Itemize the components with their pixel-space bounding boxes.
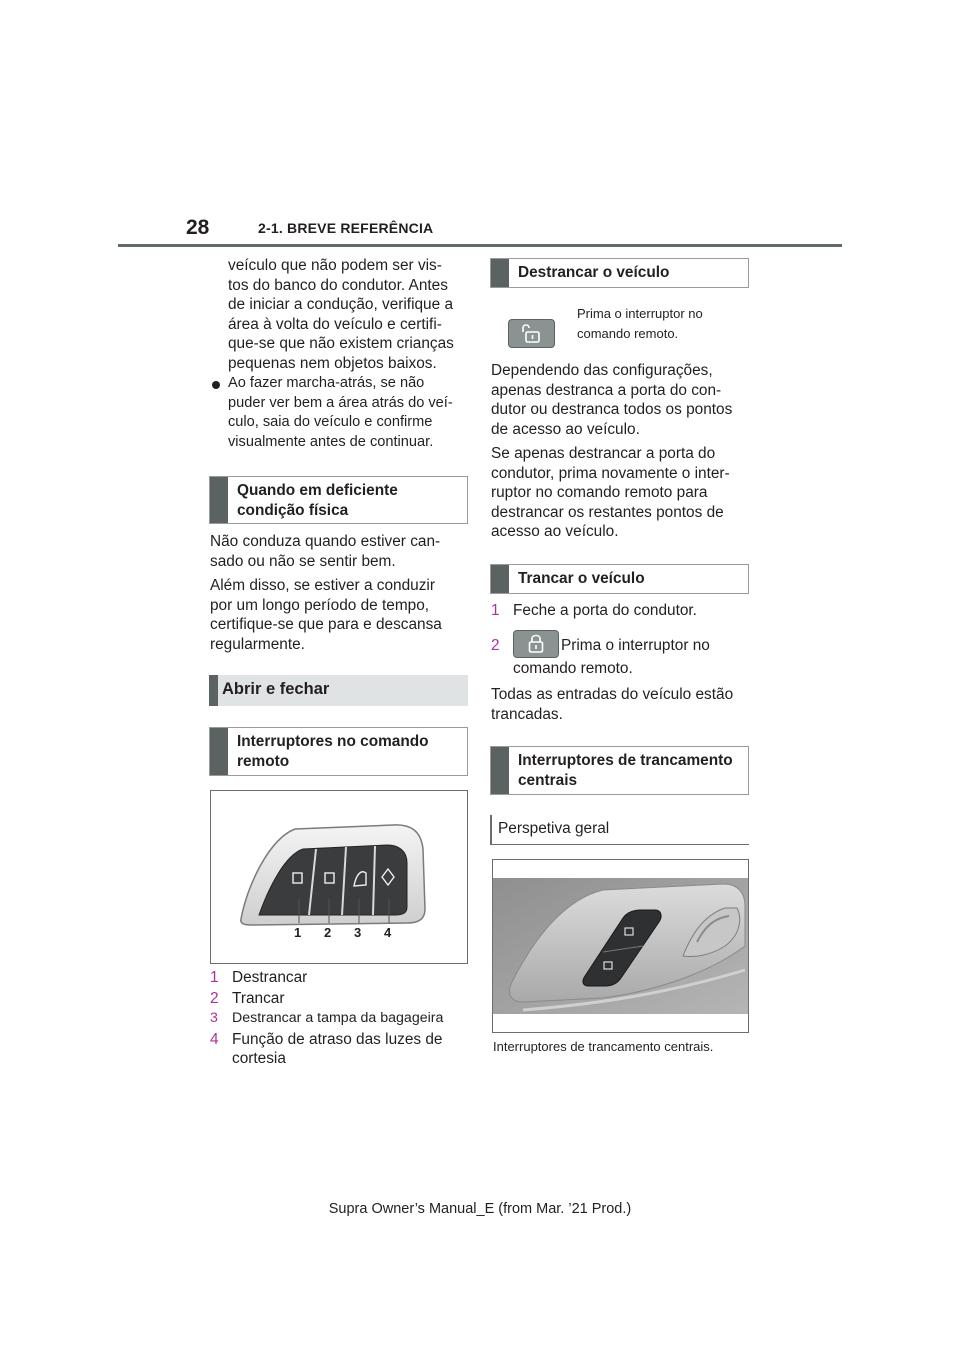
text-line: Se apenas destrancar a porta do (491, 445, 716, 462)
intro-line: que-se que não existem crianças (228, 335, 454, 353)
bullet-line: visualmente antes de continuar. (228, 433, 434, 450)
bullet-line: culo, saia do veículo e confirme (228, 414, 433, 431)
intro-line: de iniciar a condução, verifique a (228, 296, 454, 314)
text-line: Todas as entradas do veículo estão (491, 686, 734, 703)
overview-label: Perspetiva geral (498, 820, 610, 837)
heading-line: centrais (518, 771, 578, 789)
heading-bar (209, 675, 218, 706)
door-panel-illustration (493, 860, 748, 1032)
text-line: de acesso ao veículo. (491, 420, 640, 438)
heading-bar (210, 728, 228, 775)
bullet-line: Ao fazer marcha-atrás, se não (228, 375, 425, 391)
key-fob-figure (210, 790, 468, 964)
bullet-paragraph (228, 374, 478, 452)
text-line: por um longo período de tempo, (210, 596, 430, 614)
central-locking-heading (490, 746, 749, 795)
bullet-line: puder ver bem a área atrás do veí- (228, 394, 453, 411)
text-line: apenas destranca a porta do con- (491, 381, 722, 399)
text-line: ruptor no comando remoto para (491, 484, 708, 502)
legend-item: 3 Destrancar a tampa da bagageira (210, 1010, 444, 1027)
intro-line: veículo que não podem ser vis- (228, 257, 442, 274)
page-number: 28 (186, 216, 210, 239)
heading-bar (491, 747, 509, 794)
text-line: Dependendo das configurações, (491, 362, 713, 379)
unlock-heading (490, 258, 749, 288)
unlock-icon (508, 319, 555, 348)
text-line: acesso ao veículo. (491, 523, 619, 541)
section-title: 2-1. BREVE REFERÊNCIA (258, 220, 434, 236)
overview-marker (490, 815, 492, 845)
step-text: Feche a porta do condutor. (513, 602, 697, 619)
legend-item-continued: cortesia (232, 1050, 286, 1068)
lock-step-1 (491, 601, 753, 621)
bullet-icon (212, 381, 220, 389)
heading-line: Interruptores de trancamento (518, 752, 733, 769)
heading-bar (491, 259, 509, 287)
legend-item: 1 Destrancar (210, 969, 308, 986)
heading-label: Trancar o veículo (518, 570, 645, 587)
intro-line: área à volta do veículo e certifi- (228, 315, 442, 333)
text-line: sado ou não se sentir bem. (210, 552, 396, 570)
text-line: comando remoto. (577, 326, 679, 341)
heading-label: Destrancar o veículo (518, 264, 670, 281)
text-line: Além disso, se estiver a conduzir (210, 577, 435, 594)
heading-line: Quando em deficiente (237, 482, 398, 499)
callout-1: 1 (294, 925, 302, 940)
callout-3: 3 (354, 925, 362, 940)
text-line: regularmente. (210, 635, 305, 653)
heading-line: Interruptores no comando (237, 733, 429, 750)
unlock-paragraph-2 (491, 444, 753, 542)
heading-bar (210, 477, 228, 523)
heading-bar (491, 565, 509, 593)
lock-step-2-number: 2 (491, 637, 500, 654)
remote-switches-heading (209, 727, 468, 776)
lock-heading (490, 564, 749, 594)
key-legend (210, 968, 472, 1069)
unlock-instruction (577, 304, 747, 344)
text-line: destrancar os restantes pontos de (491, 503, 724, 521)
text-line: condutor, prima novamente o inter- (491, 464, 730, 482)
text-line: Prima o interruptor no (577, 306, 703, 321)
physical-paragraph-2 (210, 576, 472, 654)
heading-label: Abrir e fechar (222, 680, 330, 698)
text-line: Não conduza quando estiver can- (210, 533, 441, 550)
intro-line: pequenas nem objetos baixos. (228, 354, 437, 372)
key-fob-illustration (211, 791, 467, 963)
open-close-heading (209, 675, 468, 706)
text-line: certifique-se que para e descansa (210, 616, 442, 634)
lock-step-2-text-continued: comando remoto. (513, 660, 633, 677)
physical-paragraph-1 (210, 532, 472, 571)
lock-icon (513, 630, 559, 658)
physical-condition-heading (209, 476, 468, 524)
figure-caption: Interruptores de trancamento centrais. (493, 1039, 714, 1054)
step-number: 1 (491, 602, 500, 619)
lock-step-2-text: Prima o interruptor no (561, 637, 710, 654)
header-rule (118, 244, 842, 247)
text-line: dutor ou destranca todos os pontos (491, 401, 733, 419)
legend-item: 2 Trancar (210, 989, 285, 1007)
lock-result (491, 685, 753, 724)
overview-rule (490, 844, 749, 845)
intro-paragraph (228, 256, 478, 374)
intro-line: tos do banco do condutor. Antes (228, 276, 448, 294)
heading-line: condição física (237, 501, 349, 519)
legend-item: 4 Função de atraso das luzes de (210, 1030, 443, 1048)
heading-line: remoto (237, 752, 290, 770)
unlock-paragraph-1 (491, 361, 753, 439)
callout-2: 2 (324, 925, 332, 940)
central-locking-figure (492, 859, 749, 1033)
text-line: trancadas. (491, 705, 563, 723)
callout-4: 4 (384, 925, 392, 940)
footer-text: Supra Owner’s Manual_E (from Mar. ’21 Prod.) (328, 1201, 632, 1217)
